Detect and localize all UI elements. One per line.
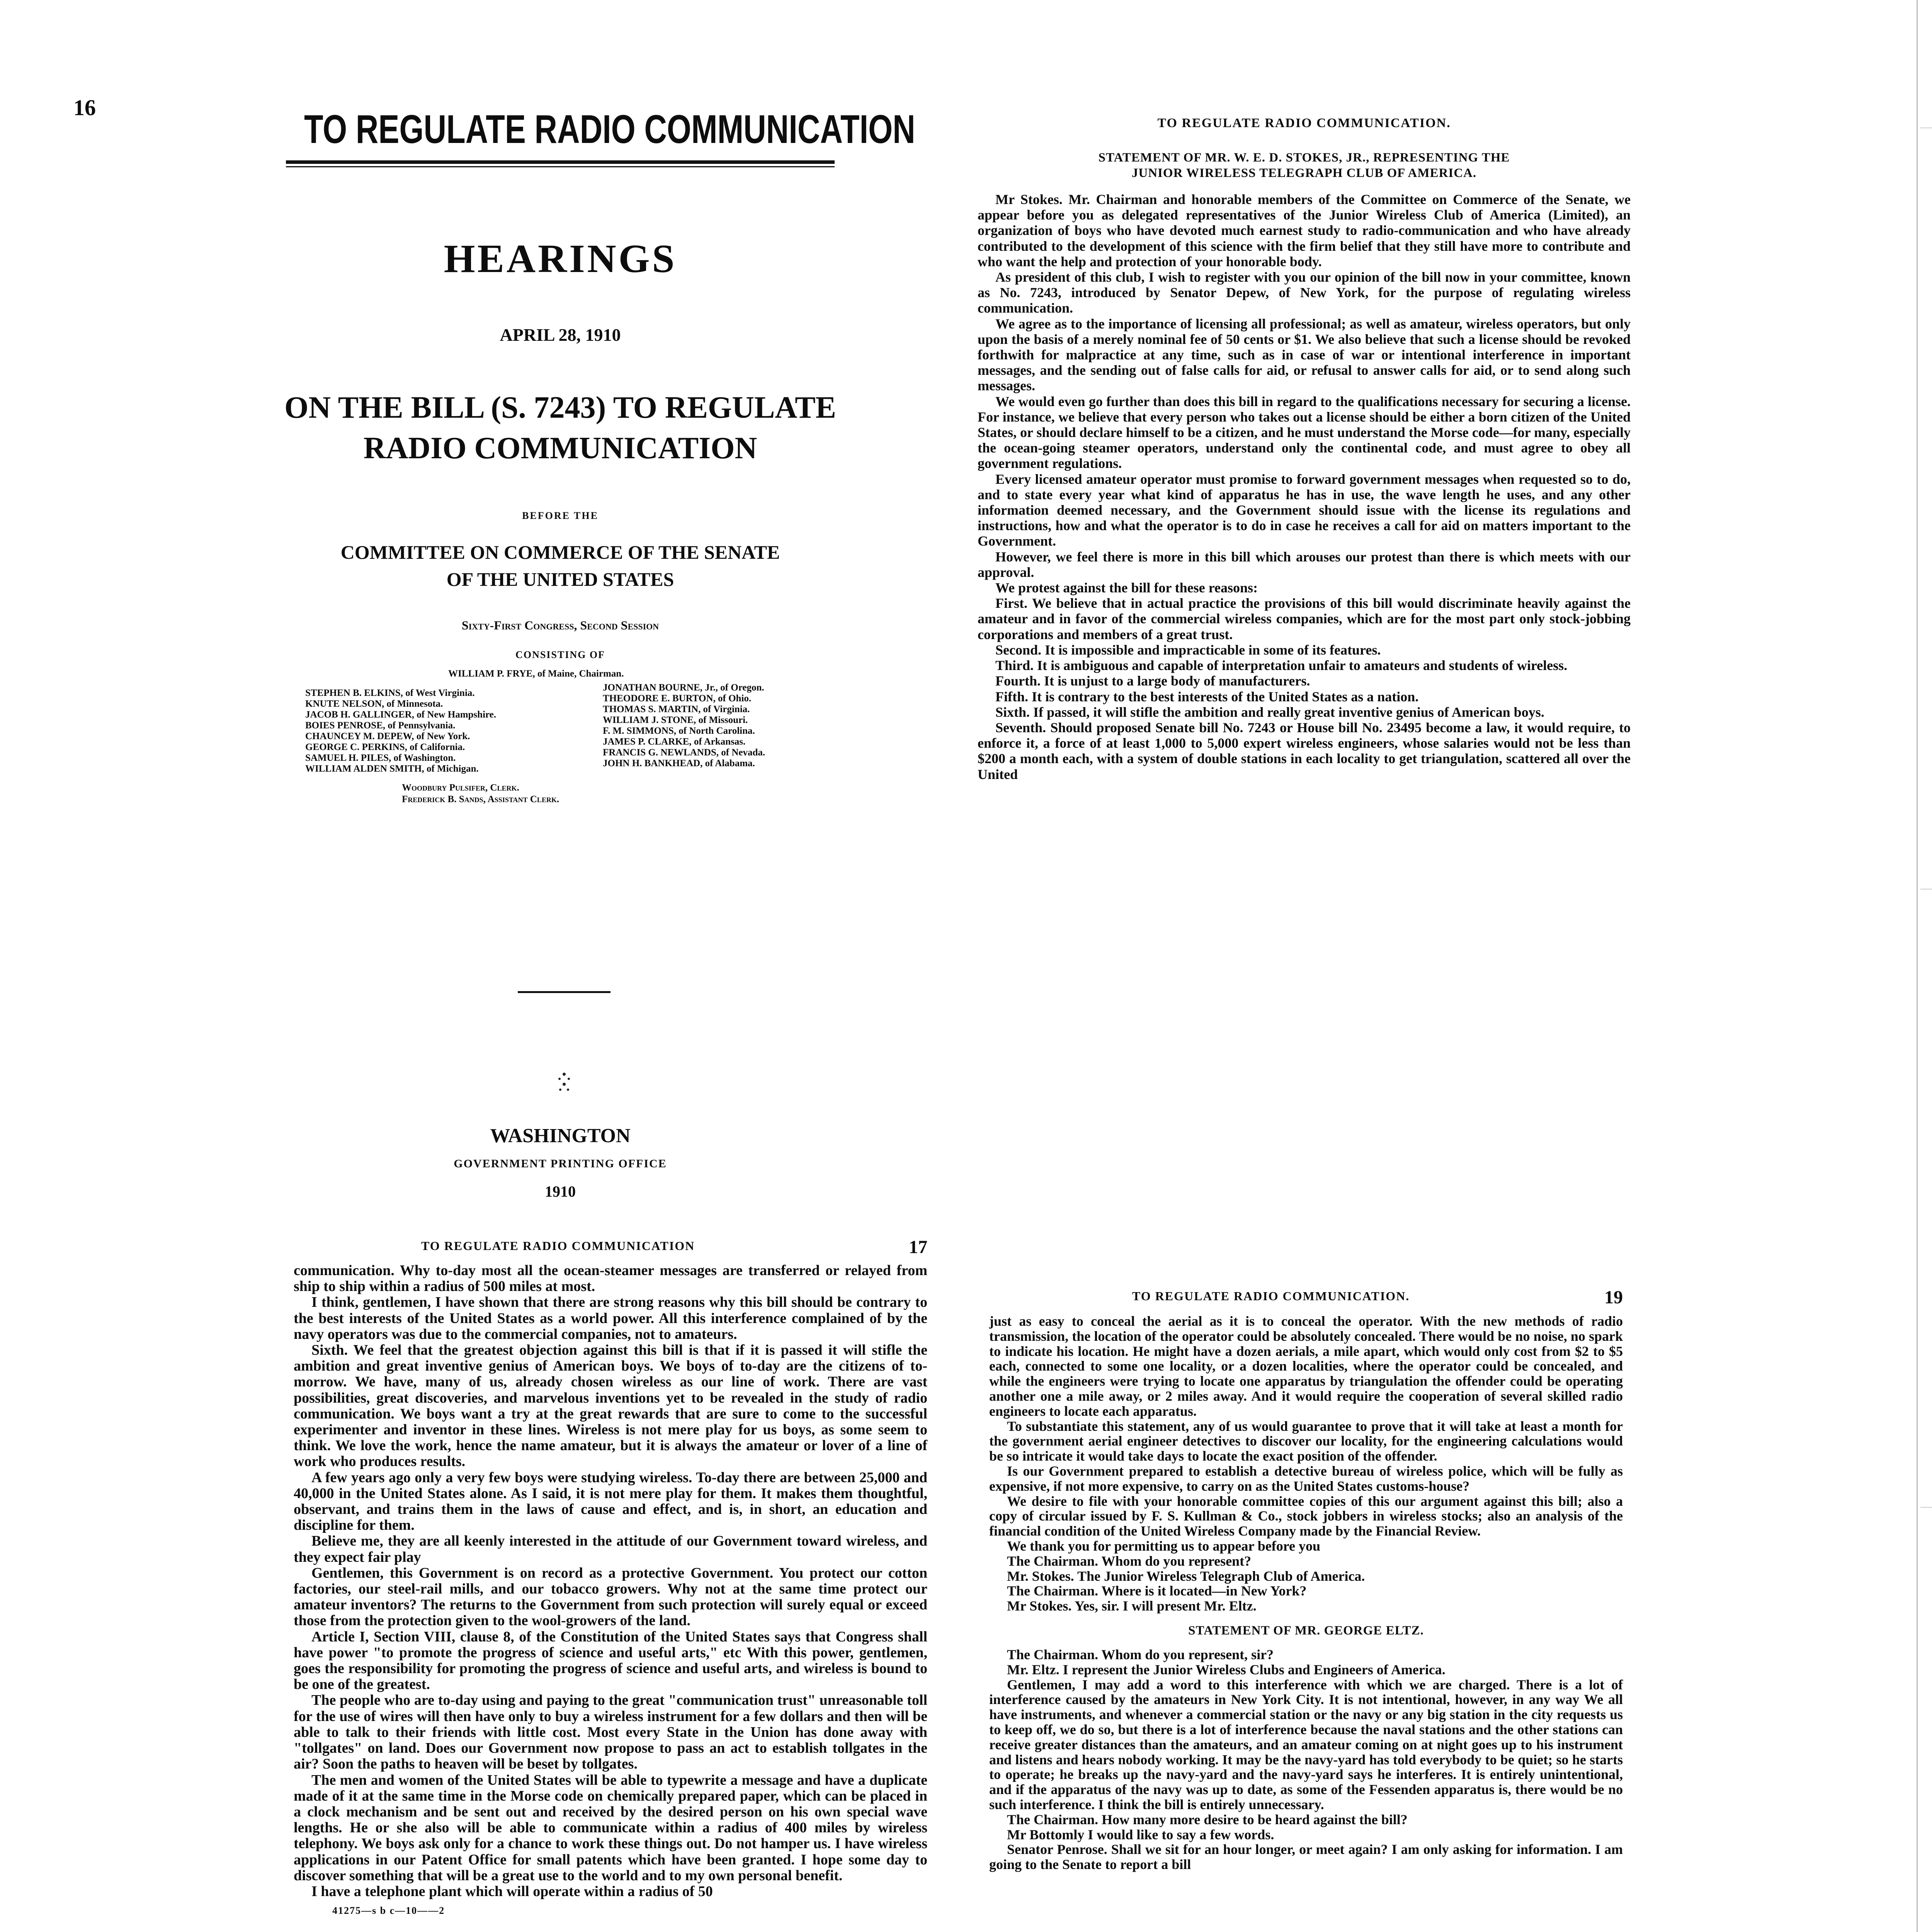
paragraph: Every licensed amateur operator must promise to forward government messages when requested so to do, and to state every year what kind of apparatus he has in use, the wave length he uses, and any other information deemed necessary, and the Government should issue with the license its regulations and instructions, how and what the operator is to do in case he receives a call for aid on matters important to the Government.: [978, 471, 1631, 549]
paragraph: Mr. Stokes. The Junior Wireless Telegraph Club of America.: [1007, 1568, 1365, 1584]
statement-body: [989, 1647, 1623, 1872]
statement-body: [294, 1263, 927, 1900]
running-head-row: [989, 1287, 1623, 1306]
page-number: 17: [909, 1237, 927, 1257]
imprint-city: WASHINGTON: [490, 1125, 631, 1147]
paragraph: Mr Stokes. Yes, sir. I will present Mr. Eltz.: [1007, 1598, 1257, 1614]
member: THEODORE E. BURTON, of Ohio.: [603, 693, 752, 704]
paragraph: communication. Why to-day most all the ocean-steamer messages are transferred or relayed from ship to ship within a radius of 500 miles at most.: [294, 1262, 927, 1295]
paragraph: The Chairman. How many more desire to be heard against the bill?: [1007, 1811, 1408, 1827]
committee-line2: OF THE UNITED STATES: [446, 568, 674, 590]
paragraph: As president of this club, I wish to register with you our opinion of the bill now in your committee, known as No. 7243, introduced by Senator Depew, of New York, for the purpose of regulating wireless communication.: [978, 269, 1631, 316]
paragraph: Gentlemen, this Government is on record as a protective Government. You protect our cotton factories, our steel-rail mills, and our tobacco growers. Why not at the same time protect our amateur inventors? The returns to the Government from such protection will surely equal or exceed those from the protection given to the wool-growers of the land.: [294, 1565, 927, 1629]
statement-heading-stokes: [978, 150, 1631, 181]
member: KNUTE NELSON, of Minnesota.: [305, 699, 443, 709]
heading-line: STATEMENT OF MR. W. E. D. STOKES, JR., REPRESENTING THE: [1098, 151, 1510, 165]
committee-clerk: Woodbury Pulsifer, Clerk.: [402, 782, 519, 793]
paragraph: Mr Bottomly I would like to say a few words.: [1007, 1827, 1274, 1842]
member: JACOB H. GALLINGER, of New Hampshire.: [305, 709, 497, 720]
member: GEORGE C. PERKINS, of California.: [305, 742, 465, 752]
paragraph: The Chairman. Where is it located—in New York?: [1007, 1583, 1307, 1599]
paragraph: We desire to file with your honorable committee copies of this our argument against this bill; also a copy of circular issued by F. S. Kullman & Co., stock jobbers in wireless stocks; also an analysis of the financial condition of the United Wireless Company made by the Financial Review.: [989, 1493, 1623, 1539]
member: JONATHAN BOURNE, Jr., of Oregon.: [603, 682, 764, 693]
paragraph: Fourth. It is unjust to a large body of manufacturers.: [995, 673, 1310, 689]
printer-ornament: [553, 1070, 576, 1097]
page-number: 19: [1604, 1287, 1623, 1308]
paragraph: Mr Stokes. Mr. Chairman and honorable members of the Committee on Commerce of the Senate, we appear before you as delegated representatives of the Junior Wireless Club of America (Limited), an organization of boys who have devoted much earnest study to radio-communication and who have already contributed to the development of this science with the firm belief that they still have more to contribute and who want the help and protection of your honorable body.: [978, 192, 1631, 269]
member: FRANCIS G. NEWLANDS, of Nevada.: [603, 747, 765, 758]
paragraph: Mr. Eltz. I represent the Junior Wireless Clubs and Engineers of America.: [1007, 1662, 1446, 1677]
paragraph: However, we feel there is more in this bill which arouses our protest than there is which meets with our approval.: [978, 549, 1631, 580]
paragraph: Fifth. It is contrary to the best interests of the United States as a nation.: [995, 689, 1419, 704]
paragraph: Article I, Section VIII, clause 8, of the Constitution of the United States says that Congress shall have power "to promote the progress of science and useful arts," etc With this power, gentlemen, goes the responsibility for promoting the progress of science and useful arts, and wireless is bound to be one of the greatest.: [294, 1628, 927, 1693]
paragraph: Believe me, they are all keenly interested in the attitude of our Government toward wireless, and they expect fair play: [294, 1533, 927, 1565]
column-bottom-right: [989, 1287, 1623, 1872]
running-head-row: [294, 1236, 927, 1256]
heading-line: JUNIOR WIRELESS TELEGRAPH CLUB OF AMERICA.: [1131, 166, 1477, 180]
member: WILLIAM ALDEN SMITH, of Michigan.: [305, 764, 479, 774]
running-head: TO REGULATE RADIO COMMUNICATION.: [1157, 116, 1451, 130]
running-head: TO REGULATE RADIO COMMUNICATION: [421, 1239, 695, 1253]
bill-title-line1: ON THE BILL (S. 7243) TO REGULATE: [284, 391, 836, 425]
committee-line1: COMMITTEE ON COMMERCE OF THE SENATE: [340, 541, 780, 563]
paragraph: I think, gentlemen, I have shown that there are strong reasons why this bill should be contrary to the best interests of the United States as a world power. All this interference complained of by the navy operators was due to the commercial companies, not to amateurs.: [294, 1294, 927, 1342]
statement-heading-eltz: STATEMENT OF MR. GEORGE ELTZ.: [1188, 1623, 1424, 1638]
member: JOHN H. BANKHEAD, of Alabama.: [603, 758, 755, 769]
statement-body: [989, 1314, 1623, 1614]
paragraph: I have a telephone plant which will operate within a radius of 50: [311, 1883, 713, 1900]
footer-code: 41275—s b c—10——2: [332, 1905, 445, 1917]
members-right: [603, 682, 765, 769]
member: JAMES P. CLARKE, of Arkansas.: [603, 736, 746, 747]
member: F. M. SIMMONS, of North Carolina.: [603, 726, 755, 736]
member: CHAUNCEY M. DEPEW, of New York.: [305, 731, 470, 742]
paragraph: The people who are to-day using and paying to the great "communication trust" unreasonable toll for the use of wires will then have only to buy a wireless instrument for a few dollars and then will be able to talk to their friends with little cost. Most every State in the Union has done away with "tollgates" on land. Does our Government now propose to pass an act to establish tollgates in the air? Soon the paths to heaven will be beset by tollgates.: [294, 1692, 927, 1772]
member: SAMUEL H. PILES, of Washington.: [305, 753, 456, 763]
assistant-clerk: Frederick B. Sands, Assistant Clerk.: [402, 794, 560, 804]
title-page: [232, 107, 915, 1200]
paragraph: A few years ago only a very few boys were studying wireless. To-day there are between 25,000 and 40,000 in the United States alone. As I said, it is not mere play for them. It makes them thoughtful, observant, and trains them in the laws of cause and effect, and is, in short, an education and discipline for them.: [294, 1469, 927, 1534]
bill-title-line2: RADIO COMMUNICATION: [363, 431, 757, 465]
column-top-right: [978, 116, 1631, 782]
paragraph: Gentlemen, I may add a word to this interference with which we are charged. There is a lot of interference caused by the amateurs in New York City. It is not intentional, however, in any way We all have instruments, and whenever a commercial station or the navy or any big station in the city requests us to keep off, we do so, but there is a lot of interference because the naval stations and the other stations can receive greater distances than the amateurs, and an amateur coming on at night goes up to his instrument and listens and hears nobody working. It may be the navy-yard has told everybody to be quiet; so he starts to operate; he breaks up the navy-yard and the navy-yard says he interferes. It is entirely unintentional, and if the apparatus of the navy was up to date, as some of the Fessenden apparatus is, there would be no such interference. I think the bill is entirely unnecessary.: [989, 1677, 1623, 1812]
paragraph: Third. It is ambiguous and capable of interpretation unfair to amateurs and students of wireless.: [995, 658, 1568, 673]
members-left: [305, 688, 496, 774]
paragraph: The Chairman. Whom do you represent, sir?: [1007, 1646, 1274, 1662]
divider-line: [518, 991, 611, 993]
hearing-date: APRIL 28, 1910: [500, 325, 621, 345]
paragraph: just as easy to conceal the aerial as it is to conceal the operator. With the new methods of radio transmission, the location of the operator could be absolutely concealed. There would be no noise, no spark to indicate his location. He might have a dozen aerials, a mile apart, which would only cost from $2 to $5 each, connected to some one locality, or a dozen localities, where the operator could be concealed, and while the engineers were trying to locate one apparatus by triangulation the offender could be operating another one a mile away, or 2 miles away. And it would require the cooperation of several skilled radio engineers to locate each apparatus.: [989, 1313, 1623, 1419]
paragraph: Sixth. If passed, it will stifle the ambition and really great inventive genius of American boys.: [995, 704, 1544, 720]
page-edge-lines: [1917, 0, 1932, 1932]
paragraph: Is our Government prepared to establish a detective bureau of wireless police, which will be fully as expensive, if not more expensive, to carry on as the United States customs-house?: [989, 1463, 1623, 1494]
member: BOIES PENROSE, of Pennsylvania.: [305, 720, 456, 731]
paragraph: To substantiate this statement, any of us would guarantee to prove that it will take at least a month for the government aerial engineer detectives to discover our locality, for the engineering calculations would be so intricate it would take days to locate the exact position of the offender.: [989, 1418, 1623, 1464]
column-bottom-left: [294, 1236, 927, 1917]
paragraph: The Chairman. Whom do you represent?: [1007, 1553, 1252, 1569]
paragraph: We agree as to the importance of licensing all professional; as well as amateur, wireless operators, but only upon the basis of a merely nominal fee of 50 cents or $1. We also believe that such a license should be revoked forthwith for malpractice at any time, such as in case of war or intentional interference in important messages, and the sending out of false calls for aid, or refusal to answer calls for aid, or to send along such messages.: [978, 316, 1631, 394]
hearings-heading: HEARINGS: [444, 236, 677, 281]
member: STEPHEN B. ELKINS, of West Virginia.: [305, 688, 475, 698]
statement-body: [978, 192, 1631, 782]
before-the: BEFORE THE: [522, 510, 599, 521]
paragraph: First. We believe that in actual practice the provisions of this bill would discriminate heavily against the amateur and in favor of the commercial wireless companies, which are for the most part only stock-jobbing corporations and members of a great trust.: [978, 595, 1631, 642]
imprint-office: GOVERNMENT PRINTING OFFICE: [454, 1157, 667, 1170]
member: WILLIAM J. STONE, of Missouri.: [603, 715, 748, 725]
paragraph: We protest against the bill for these reasons:: [995, 580, 1258, 596]
running-head: TO REGULATE RADIO COMMUNICATION.: [1132, 1289, 1410, 1303]
paragraph: Second. It is impossible and impracticable in some of its features.: [995, 642, 1381, 658]
page-number: 16: [73, 95, 96, 120]
paragraph: Sixth. We feel that the greatest objection against this bill is that if it is passed it will stifle the ambition and great inventive genius of American boys. We boys of to-day are the citizens of to-morrow. We have, many of us, already chosen wireless as our line of work. There are vast possibilities, great discoveries, and marvelous inventions yet to be revealed in the study of radio communication. We boys want a try at the great rewards that are sure to come to the successful experimenter and inventor in these lines. Wireless is not mere play for us boys, as some seem to think. We love the work, hence the name amateur, but it is always the amateur or lover of a line of work who produces results.: [294, 1342, 927, 1470]
paragraph: We would even go further than does this bill in regard to the qualifications necessary for securing a license. For instance, we believe that every person who takes out a license should be either a born citizen of the United States, or should declare himself to be a citizen, and he must understand the Morse code—for many, especially the ocean-going steamer operators, understand only the continental code, and must agree to obey all government regulations.: [978, 393, 1631, 471]
paragraph: We thank you for permitting us to appear before you: [1007, 1538, 1321, 1554]
paragraph: Senator Penrose. Shall we sit for an hour longer, or meet again? I am only asking for information. I am going to the Senate to report a bill: [989, 1842, 1623, 1872]
main-title: TO REGULATE RADIO COMMUNICATION: [304, 107, 915, 152]
paragraph: Seventh. Should proposed Senate bill No. 7243 or House bill No. 23495 become a law, it would require, to enforce it, a force of at least 1,000 to 5,000 expert wireless engineers, whose salaries would not be less than $200 a month each, with a system of double stations in each locality to get triangulation, scattered all over the United: [978, 719, 1631, 782]
paragraph: The men and women of the United States will be able to typewrite a message and have a duplicate made of it at the same time in the Morse code on chemically prepared paper, which can be placed in a clock mechanism and be sent out and received by the desired person on his own special wave lengths. He or she also will be able to communicate within a radius of 400 miles by wireless telephony. We boys ask only for a chance to work these things out. Do not hamper us. I have wireless applications in our Patent Office for small patents which have been granted. I hope some day to discover something that will be a great use to the world and to my own personal benefit.: [294, 1772, 927, 1884]
consisting-of: CONSISTING OF: [515, 649, 605, 660]
congress-session: Sixty-First Congress, Second Session: [461, 618, 659, 632]
member: THOMAS S. MARTIN, of Virginia.: [603, 704, 750, 714]
committee-chairman: WILLIAM P. FRYE, of Maine, Chairman.: [448, 668, 624, 679]
imprint-year: 1910: [545, 1183, 576, 1200]
